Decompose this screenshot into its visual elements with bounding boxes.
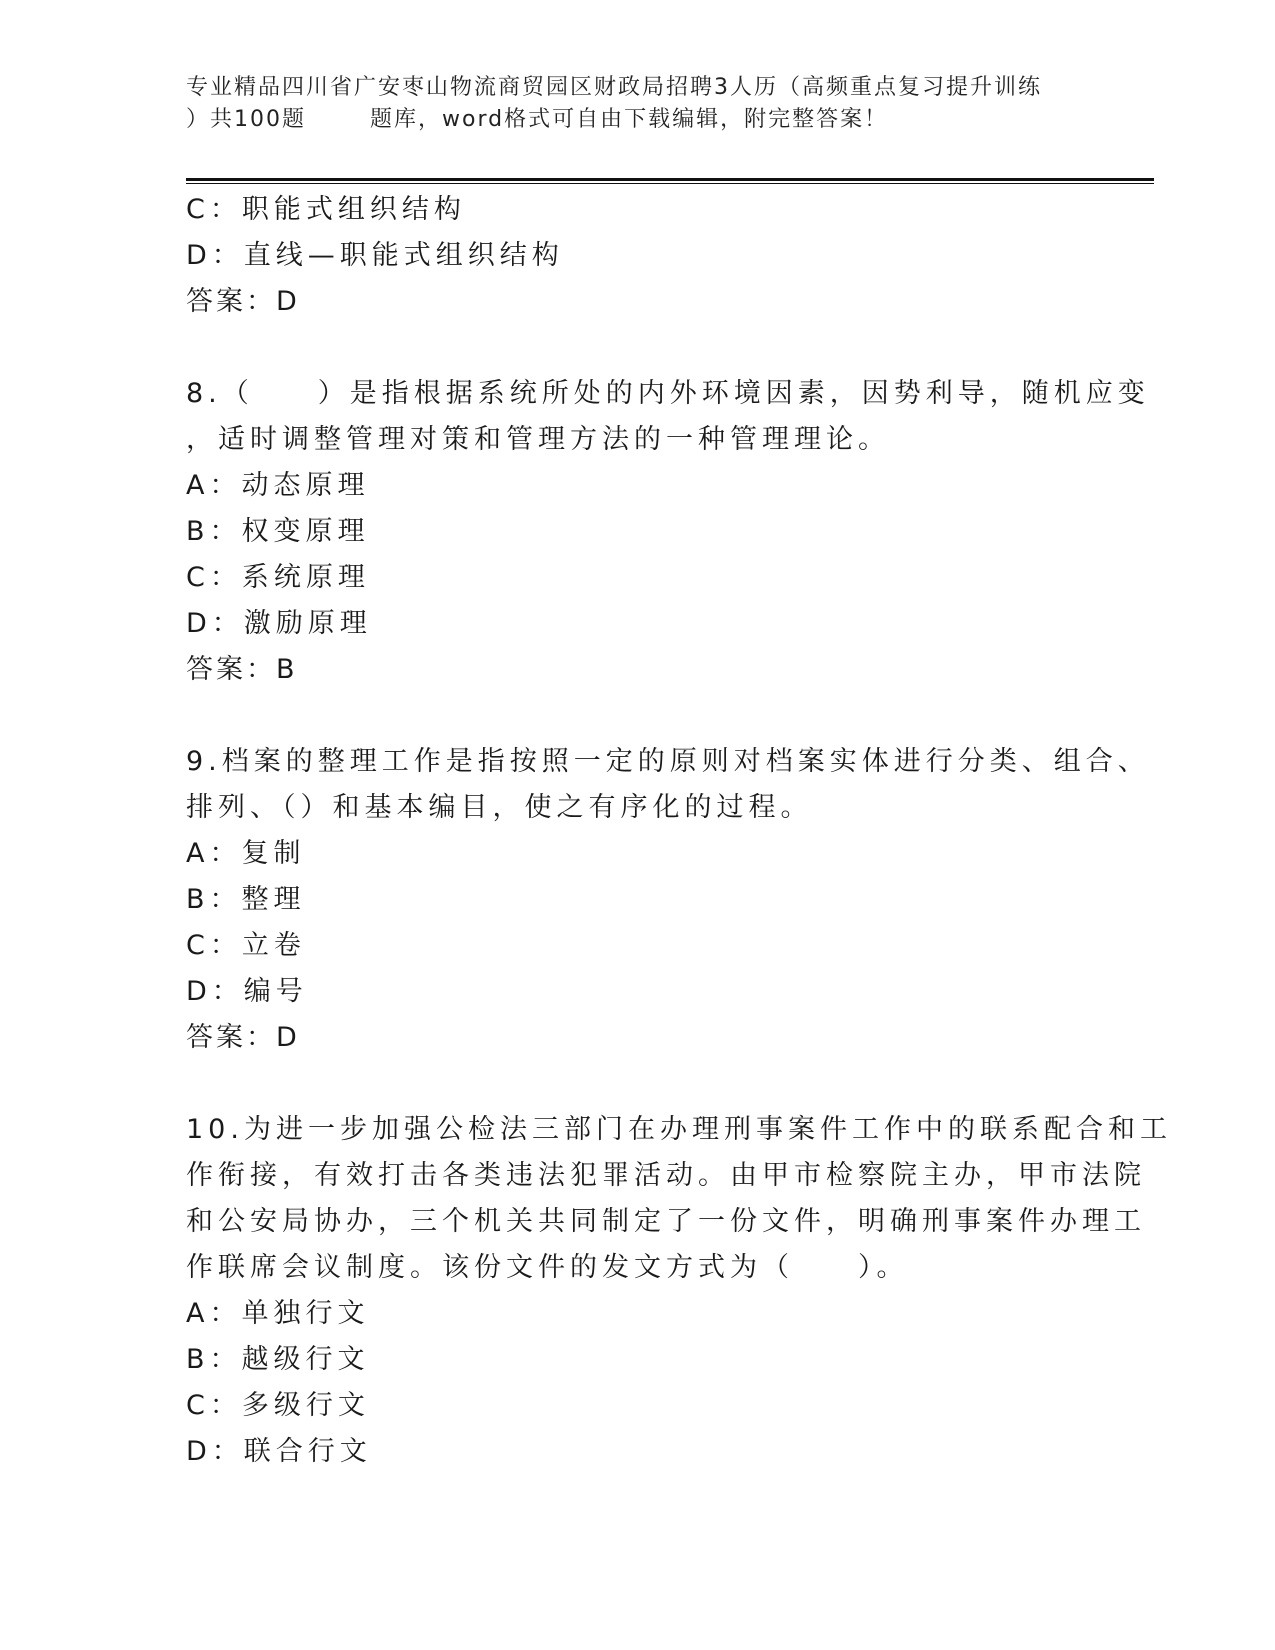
header-title-line1: 专业精品四川省广安枣山物流商贸园区财政局招聘3人历（高频重点复习提升训练: [186, 75, 1042, 100]
question-stem: ，适时调整管理对策和管理方法的一种管理理论。: [186, 424, 890, 455]
header-description: 题库，word格式可自由下载编辑，附完整答案！: [370, 107, 889, 132]
header-title-line2: [186, 104, 1106, 136]
question-stem: 9.档案的整理工作是指按照一定的原则对档案实体进行分类、组合、: [186, 746, 1150, 777]
question-9: [186, 739, 1150, 1061]
question-stem: 作衔接，有效打击各类违法犯罪活动。由甲市检察院主办，甲市法院: [186, 1160, 1146, 1191]
question-stem: 8.（ ）是指根据系统所处的内外环境因素，因势利导，随机应变: [186, 378, 1150, 409]
question-7-tail: [186, 187, 1086, 325]
question-stem: 和公安局协办，三个机关共同制定了一份文件，明确刑事案件办理工: [186, 1206, 1146, 1237]
option-b: B：越级行文: [186, 1344, 370, 1375]
question-stem: 10.为进一步加强公检法三部门在办理刑事案件工作中的联系配合和工: [186, 1114, 1172, 1145]
answer: 答案：D: [186, 286, 300, 317]
option-a: A：单独行文: [186, 1298, 370, 1329]
option-a: A：复制: [186, 838, 306, 869]
header-rule-thick: [186, 178, 1154, 181]
option-d: D：激励原理: [186, 608, 372, 639]
option-d: D：直线—职能式组织结构: [186, 240, 564, 271]
question-8: [186, 371, 1150, 693]
option-a: A：动态原理: [186, 470, 370, 501]
option-c: C：职能式组织结构: [186, 194, 466, 225]
question-stem: 作联席会议制度。该份文件的发文方式为（ ）。: [186, 1252, 909, 1283]
question-list: [186, 187, 1172, 1475]
header-question-count: ）共100题: [186, 107, 306, 132]
header-rule-thin: [186, 183, 1154, 184]
option-c: C：多级行文: [186, 1390, 370, 1421]
answer: 答案：B: [186, 654, 298, 685]
option-c: C：立卷: [186, 930, 306, 961]
question-10: [186, 1107, 1172, 1475]
option-b: B：权变原理: [186, 516, 370, 547]
option-b: B：整理: [186, 884, 306, 915]
question-stem: 排列、（）和基本编目，使之有序化的过程。: [186, 792, 813, 823]
option-d: D：联合行文: [186, 1436, 372, 1467]
option-c: C：系统原理: [186, 562, 370, 593]
document-header: [186, 72, 1106, 136]
answer: 答案：D: [186, 1022, 300, 1053]
option-d: D：编号: [186, 976, 308, 1007]
